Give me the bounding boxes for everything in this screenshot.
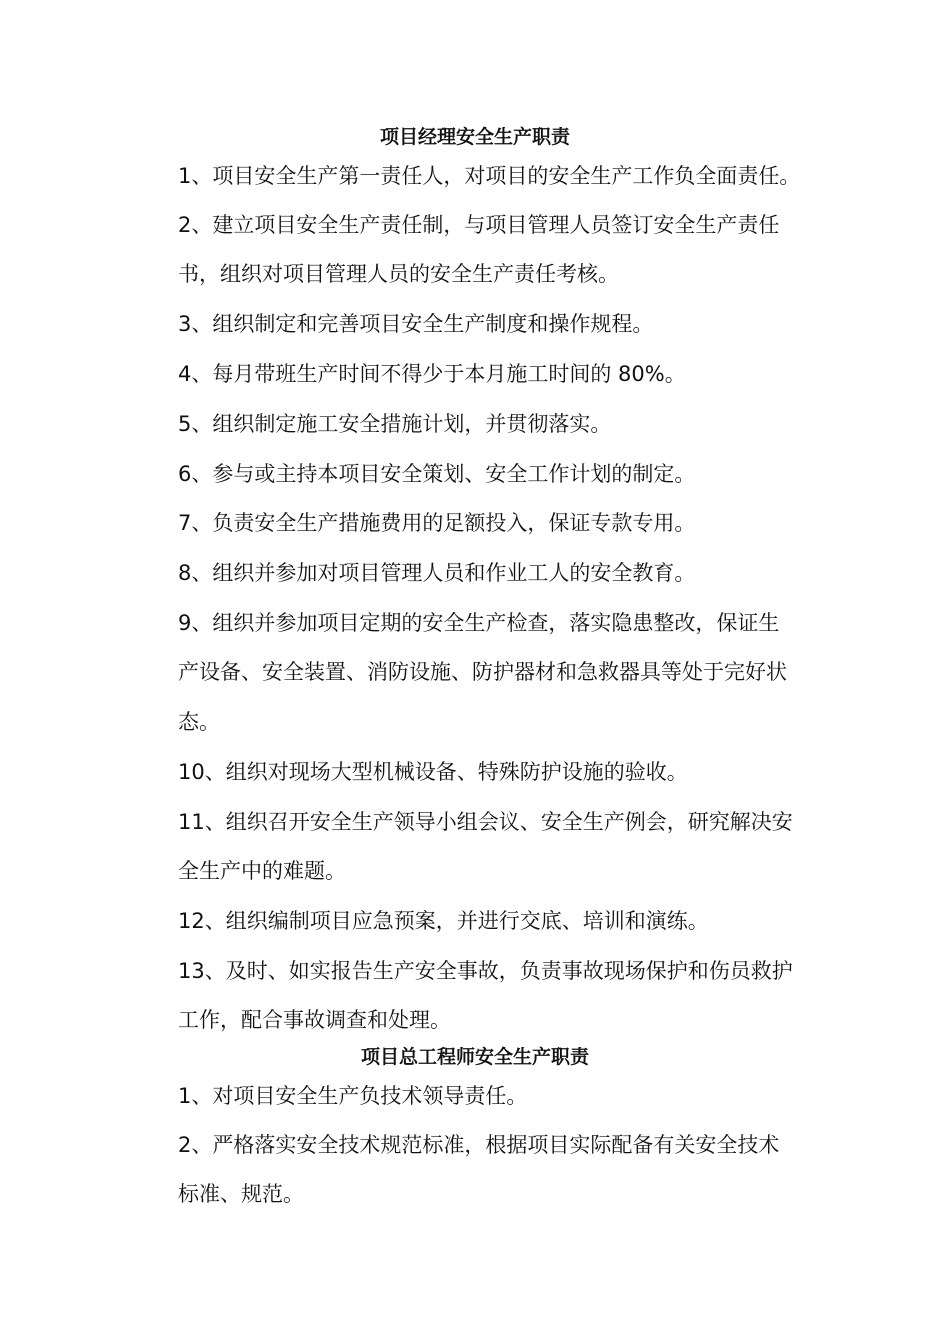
paragraph-line: 12、组织编制项目应急预案，并进行交底、培训和演练。: [178, 909, 709, 933]
paragraph-line: 9、组织并参加项目定期的安全生产检查，落实隐患整改，保证生: [178, 611, 780, 635]
paragraph-line: 产设备、安全装置、消防设施、防护器材和急救器具等处于完好状: [178, 660, 787, 684]
paragraph-line: 13、及时、如实报告生产安全事故，负责事故现场保护和伤员救护: [178, 959, 793, 983]
paragraph-line: 书，组织对项目管理人员的安全生产责任考核。: [178, 262, 619, 286]
paragraph-line: 2、建立项目安全生产责任制，与项目管理人员签订安全生产责任: [178, 213, 780, 237]
paragraph-line: 全生产中的难题。: [178, 859, 346, 883]
section-title-chief-engineer: 项目总工程师安全生产职责: [360, 1046, 589, 1068]
paragraph-line: 3、组织制定和完善项目安全生产制度和操作规程。: [178, 312, 654, 336]
paragraph-line: 1、项目安全生产第一责任人，对项目的安全生产工作负全面责任。: [178, 164, 801, 188]
paragraph-line: 4、每月带班生产时间不得少于本月施工时间的 80%。: [178, 362, 686, 386]
section-title-project-manager: 项目经理安全生产职责: [379, 126, 570, 148]
paragraph-line: 2、严格落实安全技术规范标准，根据项目实际配备有关安全技术: [178, 1133, 780, 1157]
paragraph-line: 工作，配合事故调查和处理。: [178, 1008, 451, 1032]
paragraph-line: 6、参与或主持本项目安全策划、安全工作计划的制定。: [178, 462, 696, 486]
paragraph-line: 态。: [178, 710, 220, 734]
paragraph-line: 7、负责安全生产措施费用的足额投入，保证专款专用。: [178, 511, 696, 535]
paragraph-line: 11、组织召开安全生产领导小组会议、安全生产例会，研究解决安: [178, 810, 793, 834]
paragraph-line: 标准、规范。: [178, 1182, 304, 1206]
paragraph-line: 1、对项目安全生产负技术领导责任。: [178, 1084, 528, 1108]
paragraph-line: 8、组织并参加对项目管理人员和作业工人的安全教育。: [178, 561, 696, 585]
paragraph-line: 5、组织制定施工安全措施计划，并贯彻落实。: [178, 412, 612, 436]
paragraph-line: 10、组织对现场大型机械设备、特殊防护设施的验收。: [178, 760, 688, 784]
